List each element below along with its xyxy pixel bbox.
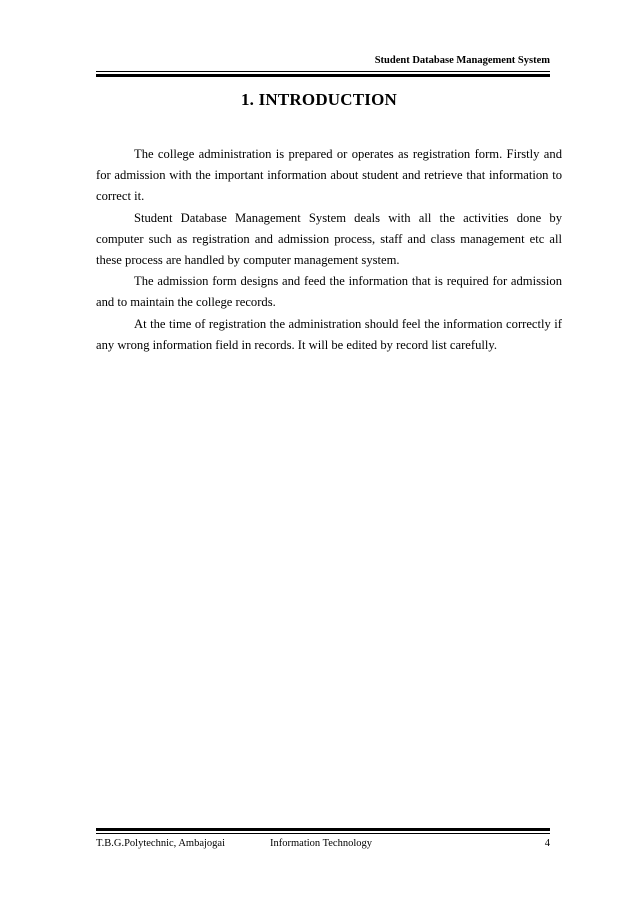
paragraph-4: At the time of registration the administration should feel the information correctly if any wrong information field in records. It will be edited by record list carefully. xyxy=(96,316,562,352)
body-text xyxy=(96,144,562,356)
paragraph-1: The college administration is prepared or operates as registration form. Firstly and for admission with the important information about student and retrieve that information to correct it. xyxy=(96,147,562,204)
header-rule-thin xyxy=(96,71,550,72)
header-rule-thick xyxy=(96,74,550,77)
footer-department: Information Technology xyxy=(270,838,373,849)
footer-rule-thick xyxy=(96,828,550,831)
footer-institution: T.B.G.Polytechnic, Ambajogai xyxy=(96,838,225,849)
chapter-title: 1. INTRODUCTION xyxy=(240,90,398,109)
page-number: 4 xyxy=(544,838,550,849)
footer-rule-thin xyxy=(96,833,550,834)
paragraph-3: The admission form designs and feed the information that is required for admission and to maintain the college records. xyxy=(96,274,562,310)
running-header: Student Database Management System xyxy=(374,55,550,66)
paragraph-2: Student Database Management System deals with all the activities done by computer such as registration and admission process, staff and class management etc all these process are handled by computer management system. xyxy=(96,210,562,268)
